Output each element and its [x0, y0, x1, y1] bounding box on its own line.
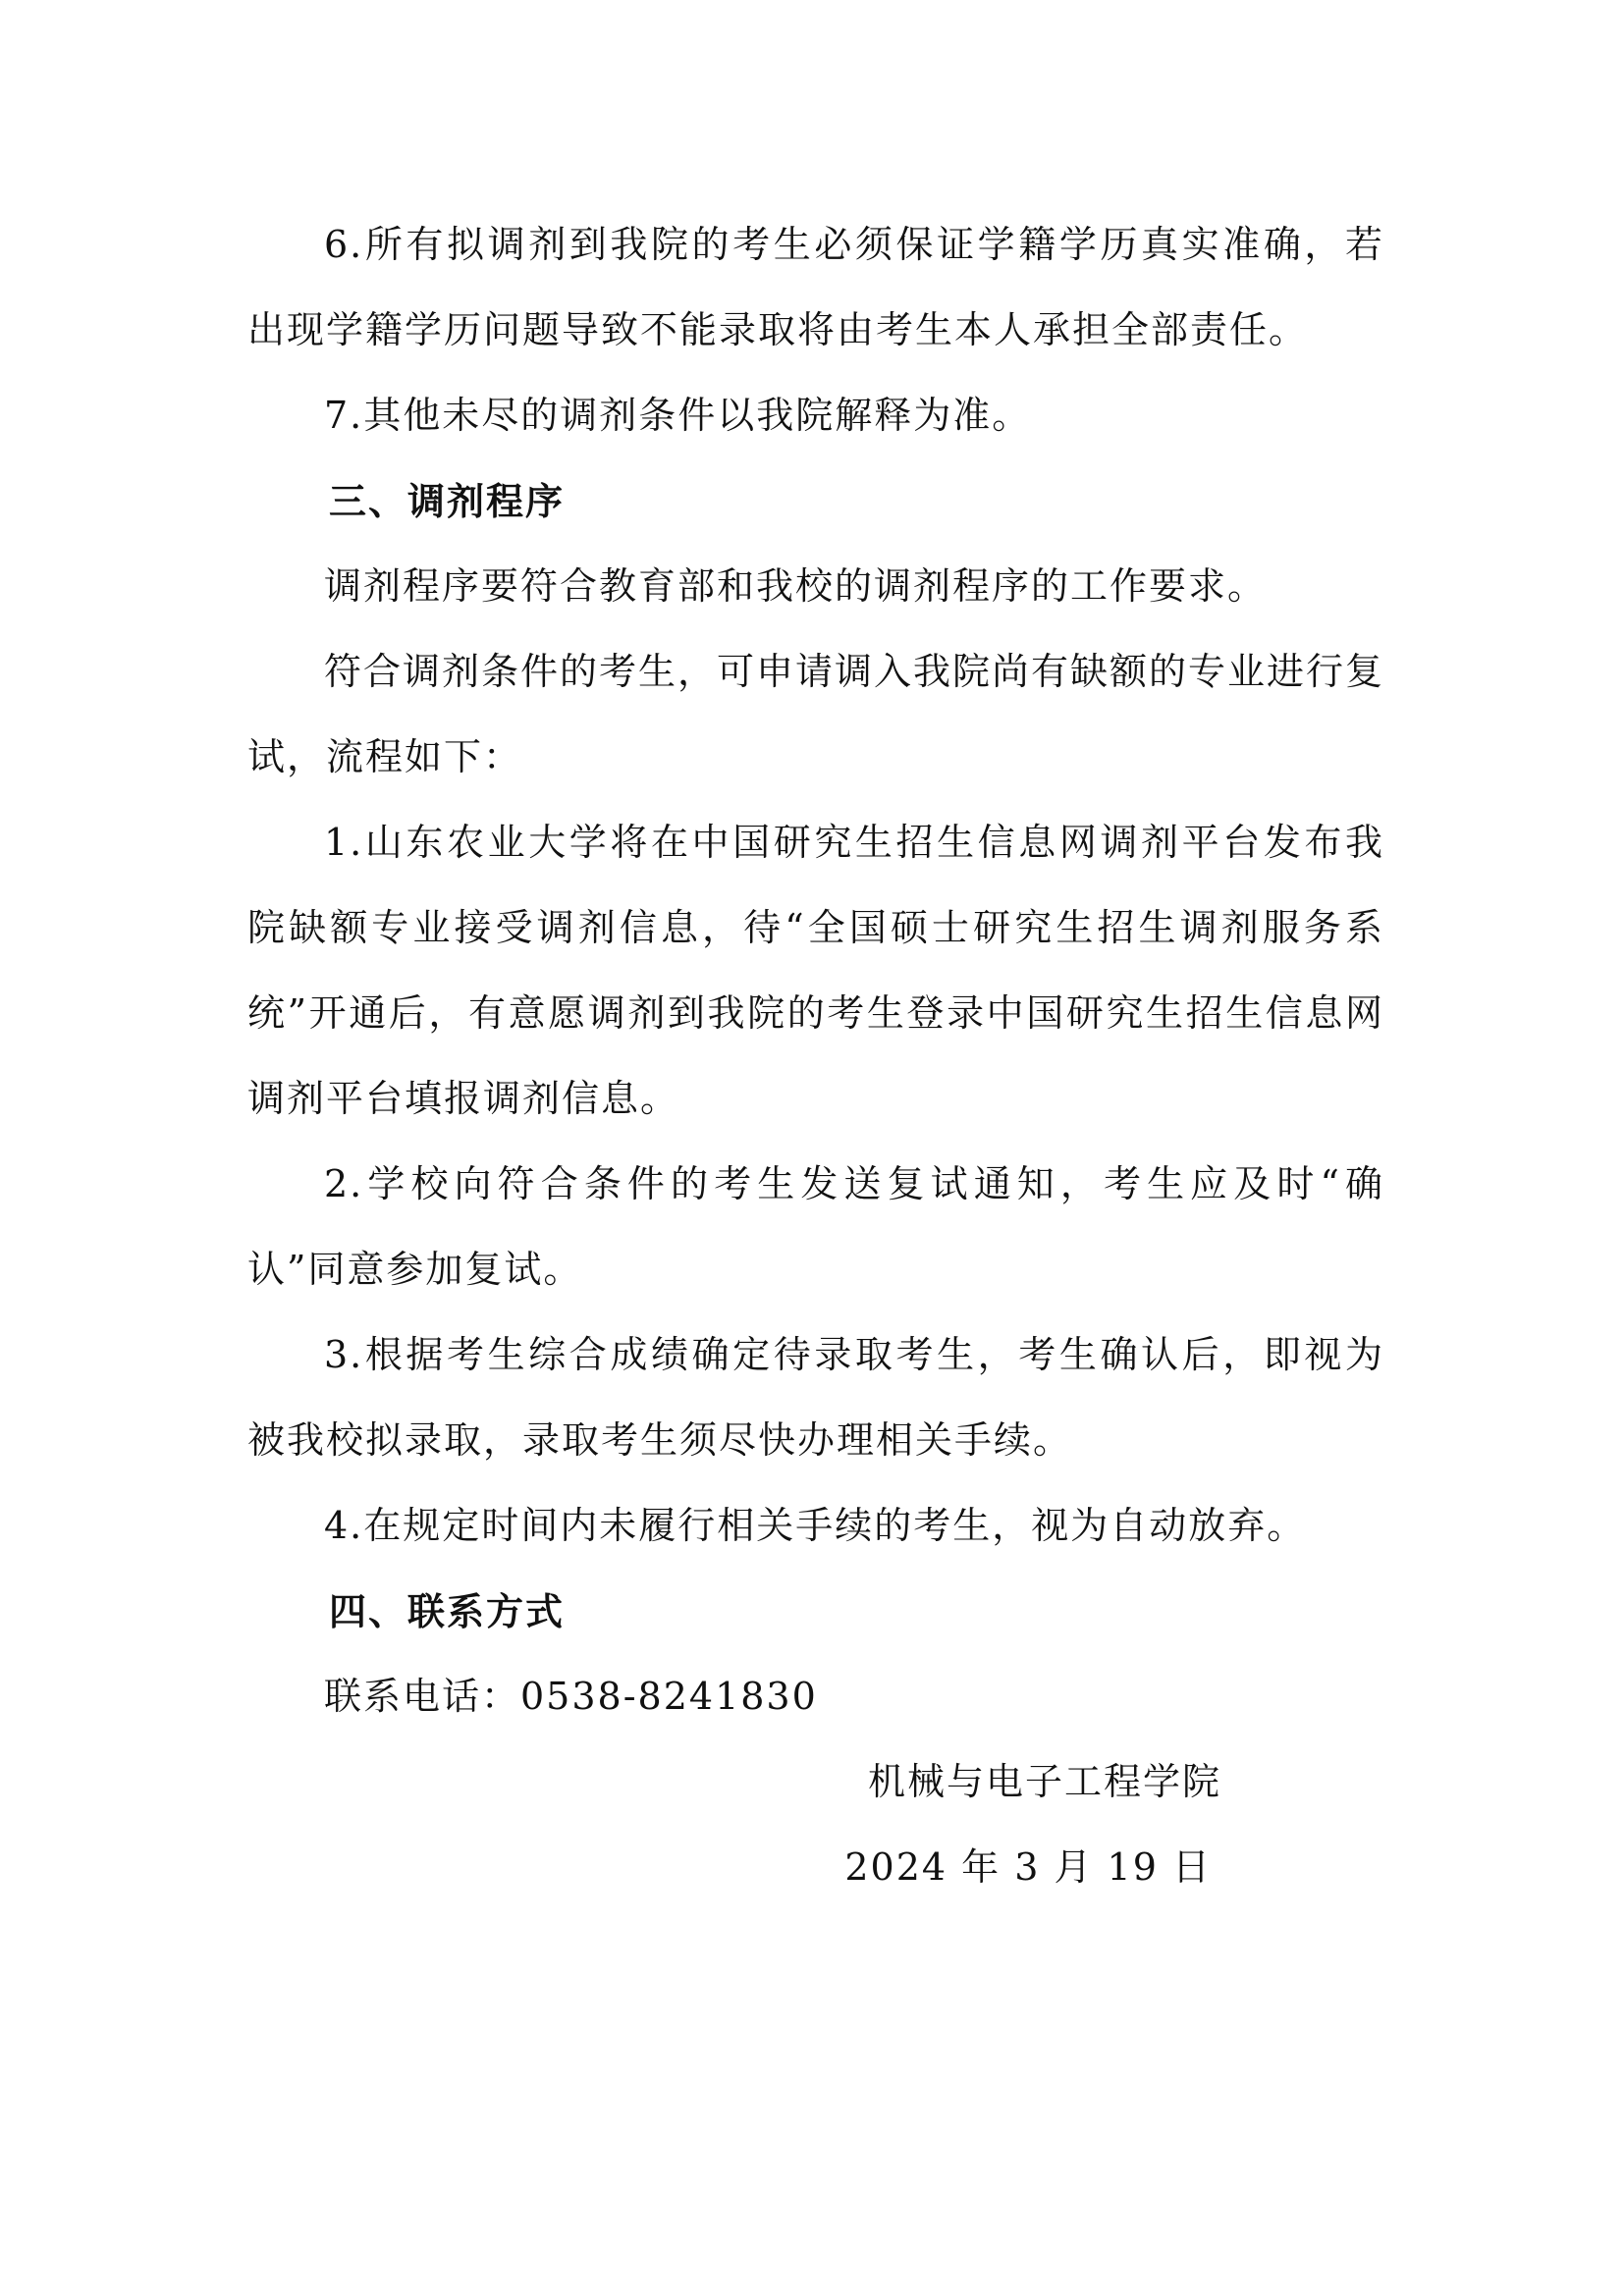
signature-organization: 机械与电子工程学院 [867, 1760, 1221, 1803]
item-7-paragraph: 7.其他未尽的调剂条件以我院解释为准。 [324, 394, 1032, 437]
section-3-intro-1: 调剂程序要符合教育部和我校的调剂程序的工作要求。 [324, 564, 1268, 608]
procedure-step-2: 2.学校向符合条件的考生发送复试通知，考生应及时“确认”同意参加复试。 [247, 1162, 1384, 1291]
item-6-paragraph: 6.所有拟调剂到我院的考生必须保证学籍学历真实准确，若出现学籍学历问题导致不能录取将由考生本人承担全部责任。 [247, 223, 1384, 351]
section-3-intro-2: 符合调剂条件的考生，可申请调入我院尚有缺额的专业进行复试，流程如下： [247, 650, 1385, 778]
section-3-heading: 三、调剂程序 [329, 479, 566, 523]
signature-date: 2024 年 3 月 19 日 [844, 1845, 1212, 1889]
procedure-step-4: 4.在规定时间内未履行相关手续的考生，视为自动放弃。 [324, 1504, 1307, 1547]
document-page [247, 202, 1384, 1910]
contact-phone: 联系电话：0538-8241830 [324, 1675, 818, 1718]
procedure-step-1: 1.山东农业大学将在中国研究生招生信息网调剂平台发布我院缺额专业接受调剂信息，待“全国硕士研究生招生调剂服务系统”开通后，有意愿调剂到我院的考生登录中国研究生招生信息网调剂平台填报调剂信息。 [247, 821, 1384, 1120]
procedure-step-3: 3.根据考生综合成绩确定待录取考生，考生确认后，即视为被我校拟录取，录取考生须尽快办理相关手续。 [247, 1333, 1384, 1462]
section-4-heading: 四、联系方式 [329, 1589, 566, 1633]
